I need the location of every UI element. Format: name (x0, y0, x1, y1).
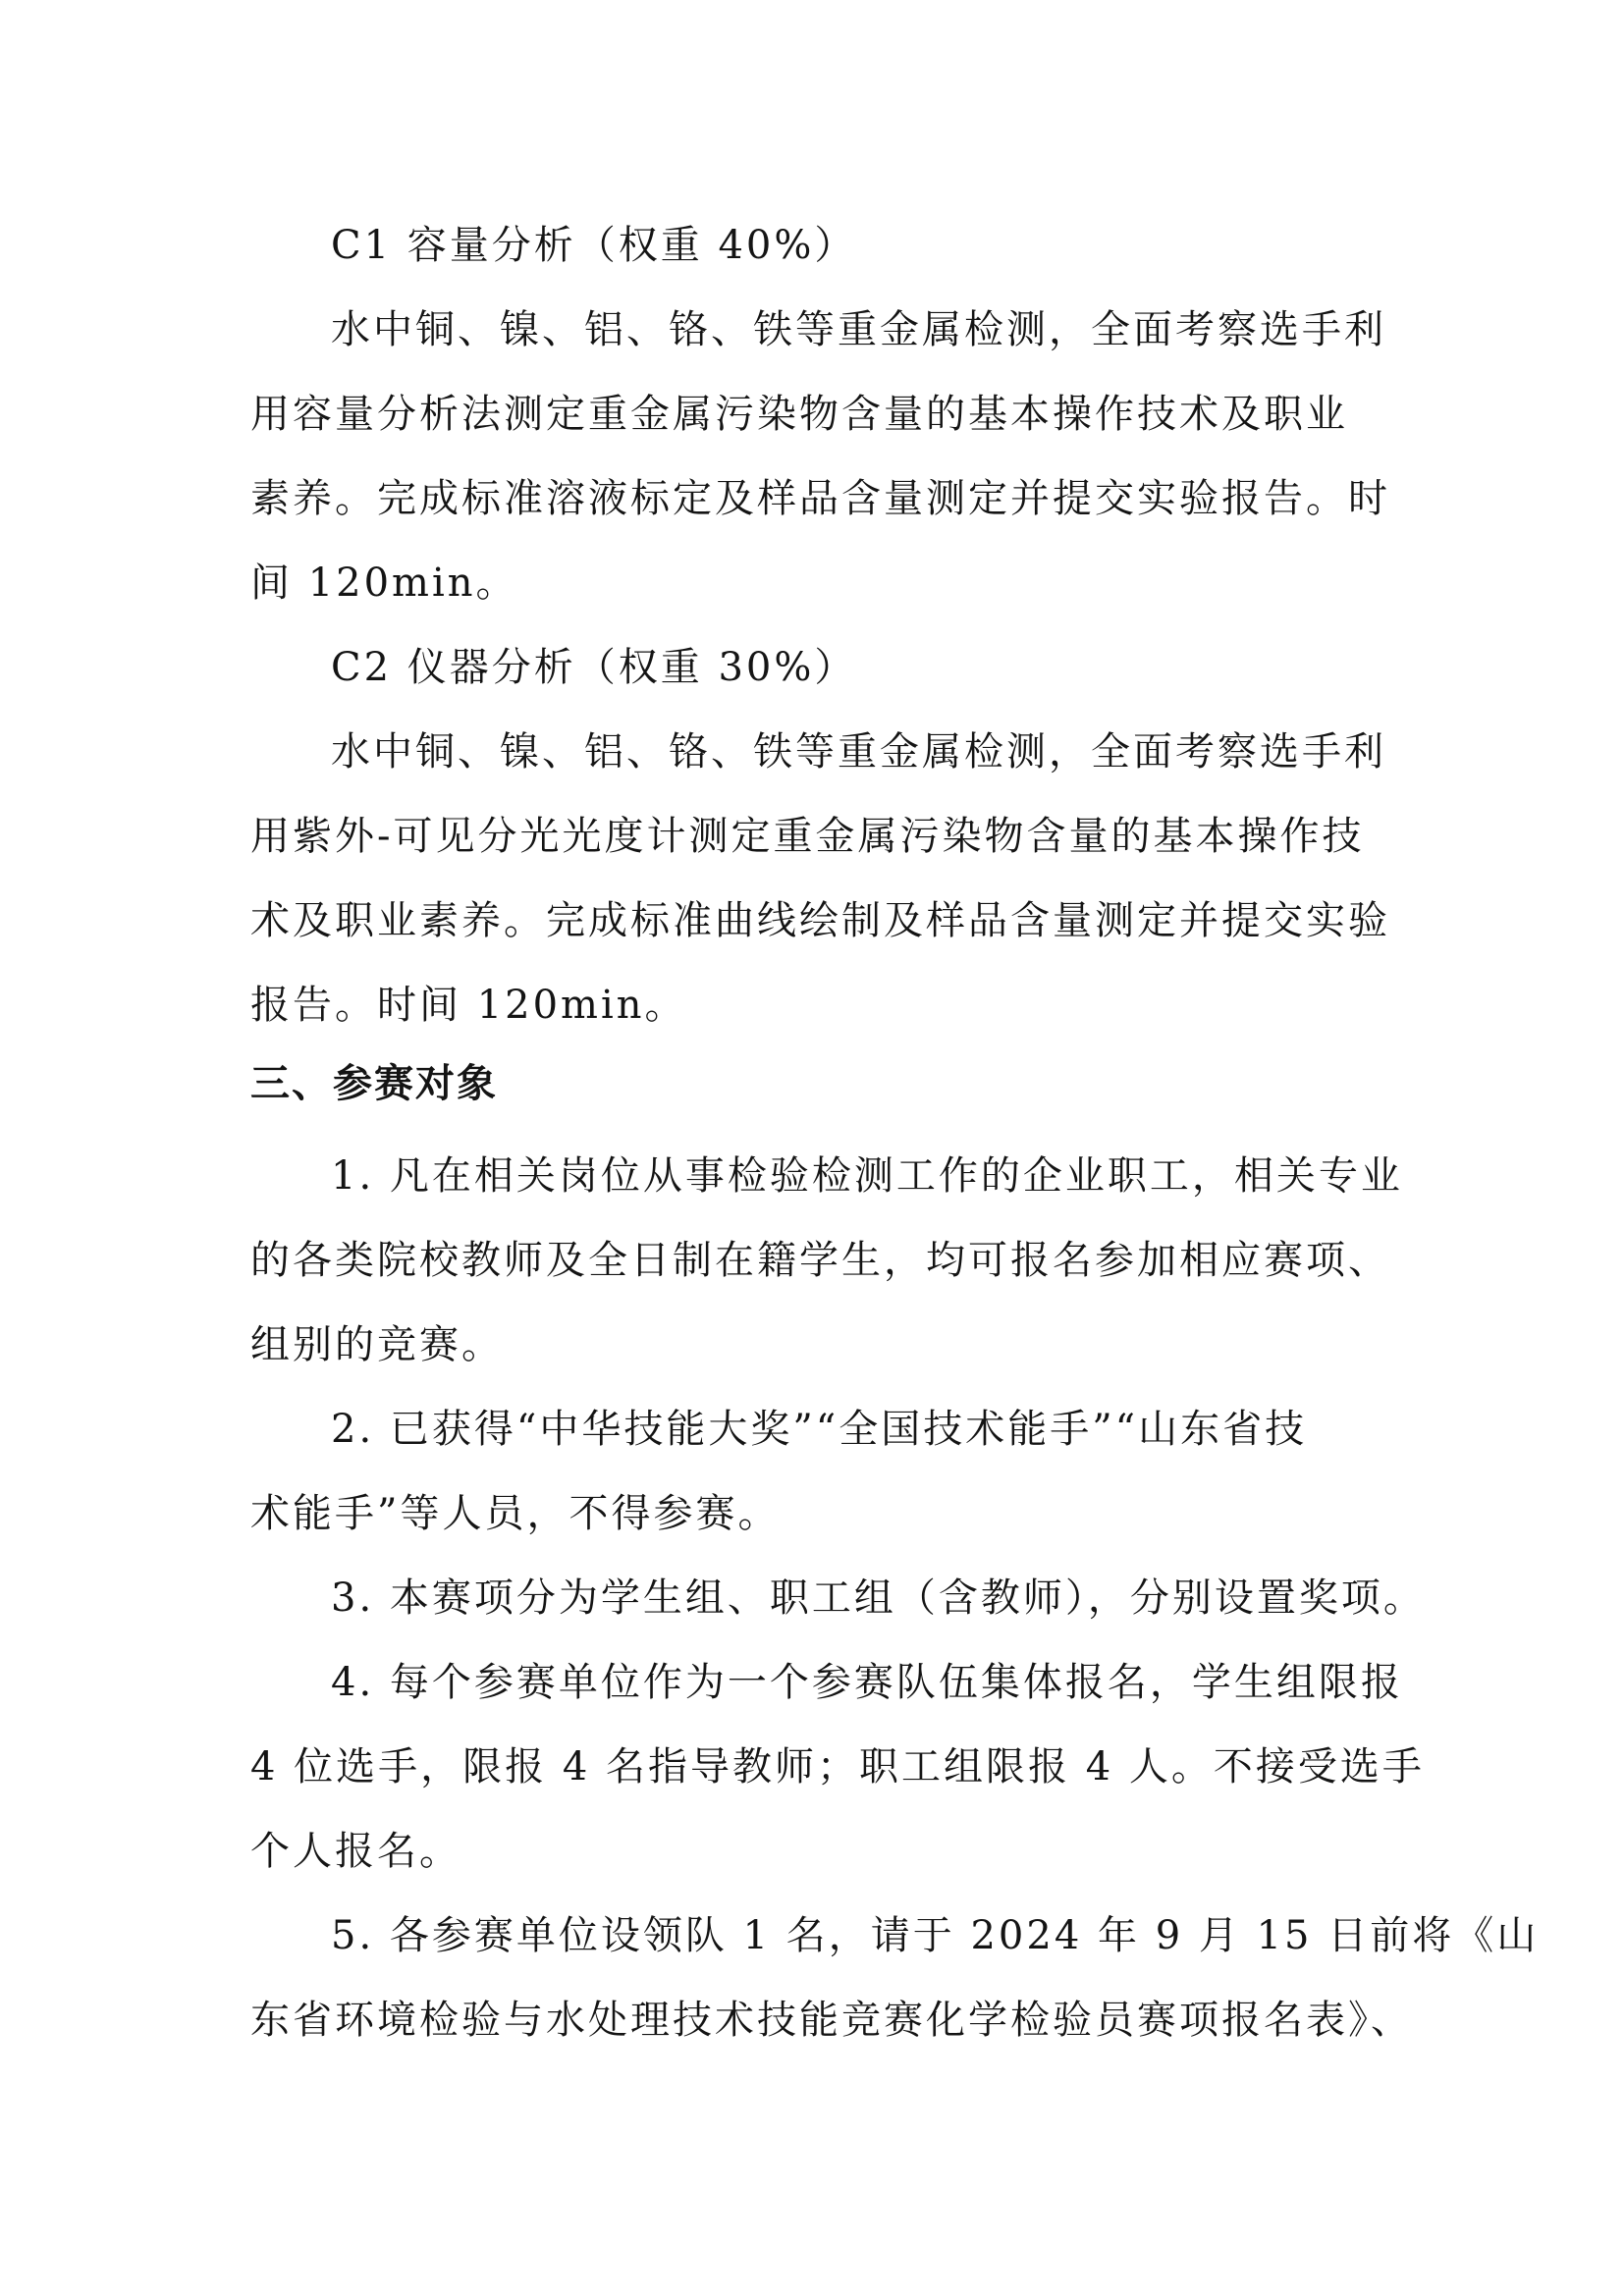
item-1-line-3: 组别的竞赛。 (250, 1322, 504, 1367)
c2-line-1: 水中铜、镍、铝、铬、铁等重金属检测，全面考察选手利 (331, 729, 1386, 774)
item-1-line-2: 的各类院校教师及全日制在籍学生，均可报名参加相应赛项、 (250, 1238, 1390, 1283)
c1-line-2: 用容量分析法测定重金属污染物含量的基本操作技术及职业 (250, 392, 1348, 437)
c2-line-4: 报告。时间 120min。 (250, 983, 687, 1028)
item-5-line-1: 5. 各参赛单位设领队 1 名，请于 2024 年 9 月 15 日前将《山 (331, 1913, 1540, 1958)
section-heading-participants: 三、参赛对象 (250, 1060, 498, 1106)
c1-line-3: 素养。完成标准溶液标定及样品含量测定并提交实验报告。时 (250, 476, 1390, 521)
c1-line-1: 水中铜、镍、铝、铬、铁等重金属检测，全面考察选手利 (331, 307, 1386, 352)
c1-line-4: 间 120min。 (250, 561, 518, 606)
item-5-line-2: 东省环境检验与水处理技术技能竞赛化学检验员赛项报名表》、 (250, 1998, 1413, 2043)
item-4-line-1: 4. 每个参赛单位作为一个参赛队伍集体报名，学生组限报 (331, 1660, 1403, 1705)
c2-title: C2 仪器分析（权重 30%） (331, 645, 857, 690)
item-2-line-2: 术能手”等人员，不得参赛。 (250, 1491, 781, 1536)
item-3-line-1: 3. 本赛项分为学生组、职工组（含教师），分别设置奖项。 (331, 1575, 1426, 1621)
item-4-line-2: 4 位选手，限报 4 名指导教师；职工组限报 4 人。不接受选手 (250, 1744, 1425, 1789)
item-1-line-1: 1. 凡在相关岗位从事检验检测工作的企业职工，相关专业 (331, 1153, 1403, 1199)
item-4-line-3: 个人报名。 (250, 1829, 461, 1874)
item-2-line-1: 2. 已获得“中华技能大奖”“全国技术能手”“山东省技 (331, 1407, 1308, 1452)
c1-title: C1 容量分析（权重 40%） (331, 223, 857, 268)
c2-line-3: 术及职业素养。完成标准曲线绘制及样品含量测定并提交实验 (250, 898, 1390, 943)
c2-line-2: 用紫外-可见分光光度计测定重金属污染物含量的基本操作技 (250, 814, 1365, 859)
